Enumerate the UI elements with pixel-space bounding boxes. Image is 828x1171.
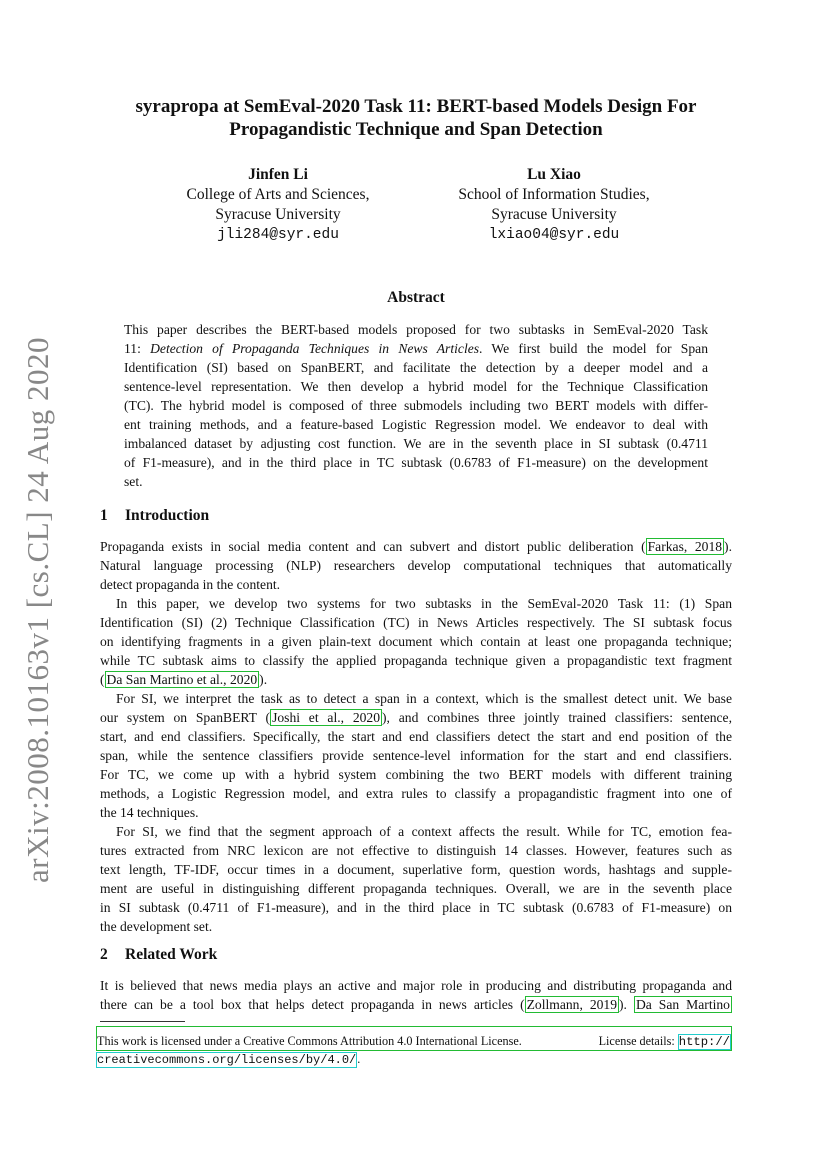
text-line: In this paper, we develop two systems for two subtasks in the SemEval-2020 Task 11: (1) Span [116, 596, 732, 611]
text-line: It is believed that news media plays an active and major role in producing and distributing propaganda and [100, 978, 732, 993]
footnote-line [96, 1026, 732, 1051]
section-title: Introduction [125, 507, 210, 524]
task-title-italic: Detection of Propaganda Techniques in News Articles [150, 341, 480, 356]
text: our system on SpanBERT ( [100, 710, 271, 725]
abstract-text: 11: [124, 341, 151, 356]
citation-link[interactable]: Da San Martino [635, 997, 730, 1012]
text-line: span, while the sentence classifiers provide sentence-level information for the start and end classifiers. [100, 748, 732, 763]
author-1 [128, 165, 428, 245]
title-line-1: syrapropa at SemEval-2020 Task 11: BERT-based Models Design For [135, 96, 697, 117]
text-line: tures extracted from NRC lexicon are not effective to distinguish 14 classes. However, features such as [100, 843, 732, 858]
text-line [100, 708, 732, 727]
text-line: on identifying fragments in a given plain-text document which contain at least one propaganda technique; [100, 634, 732, 649]
license-url-link-continued[interactable]: creativecommons.org/licenses/by/4.0/ [97, 1053, 357, 1067]
text-line: For TC, we come up with a hybrid system combining the two BERT models with different training [100, 767, 732, 782]
text-line: while TC subtask aims to classify the applied propaganda technique given a propagandistic text fragment [100, 653, 732, 668]
text-line: ment are useful in distinguishing different propaganda techniques. Overall, we are in the seventh place [100, 881, 732, 896]
author-affiliation: College of Arts and Sciences, [186, 186, 370, 203]
abstract-line: Identification (SI) based on SpanBERT, and facilitate the detection by a deeper model and a [124, 360, 708, 375]
text-line: the 14 techniques. [100, 805, 199, 820]
author-name: Jinfen Li [248, 166, 308, 183]
abstract-line [124, 339, 708, 358]
text: ( [100, 672, 105, 687]
author-university: Syracuse University [491, 206, 617, 223]
text: ). [619, 997, 634, 1012]
author-2 [404, 165, 704, 245]
text: Propaganda exists in social media content and can subvert and distort public deliberation ( [100, 539, 646, 554]
text-line: For SI, we interpret the task as to detect a span in a context, which is the smallest detect unit. We base [116, 691, 732, 706]
abstract-text: . We first build the model for Span [479, 341, 708, 356]
text: ). [259, 672, 268, 687]
text-line: detect propaganda in the content. [100, 577, 281, 592]
abstract-line: of F1-measure), and in the third place in TC subtask (0.6783 of F1-measure) on the development [124, 455, 708, 470]
section-heading-related-work [100, 946, 217, 964]
text-line [100, 537, 732, 556]
abstract-body [124, 320, 708, 491]
abstract-heading: Abstract [387, 289, 445, 306]
abstract-line: imbalanced dataset by adjusting cost function. We are in the seventh place in SI subtask (0.4711 [124, 436, 708, 451]
section-heading-introduction [100, 507, 209, 525]
license-details-label: License details: [598, 1034, 675, 1048]
text: ). [724, 539, 732, 554]
author-affiliation: School of Information Studies, [458, 186, 650, 203]
arxiv-sidebar [18, 337, 58, 883]
arxiv-identifier: arXiv:2008.10163v1 [cs.CL] 24 Aug 2020 [20, 337, 55, 883]
author-name: Lu Xiao [527, 166, 581, 183]
text: there can be a tool box that helps detect propaganda in news articles ( [100, 997, 525, 1012]
license-details [599, 1033, 731, 1050]
author-university: Syracuse University [215, 206, 341, 223]
citation-link[interactable]: Zollmann, 2019 [526, 997, 618, 1012]
introduction-body [100, 537, 732, 936]
text-line: the development set. [100, 919, 213, 934]
text: ), and combines three jointly trained classifiers: sentence, [382, 710, 732, 725]
citation-link[interactable]: Da San Martino et al., 2020 [106, 672, 258, 687]
section-number: 2 [100, 946, 108, 963]
license-url-link[interactable]: http:// [678, 1035, 730, 1049]
text-line: For SI, we find that the segment approach of a context affects the result. While for TC, emotion fea- [116, 824, 732, 839]
text-line: start, and end classifiers. Specifically, the start and end classifiers detect the start and end position of the [100, 729, 732, 744]
abstract-line: sentence-level representation. We then develop a hybrid model for the Technique Classification [124, 379, 708, 394]
related-work-body [100, 976, 732, 1014]
license-text: This work is licensed under a Creative Commons Attribution 4.0 International License. [97, 1034, 522, 1048]
text-line: Identification (SI) (2) Technique Classification (TC) in News Articles respectively. The SI subtask focus [100, 615, 732, 630]
author-email: lxiao04@syr.edu [488, 227, 620, 243]
text-line [100, 670, 732, 689]
text-line: methods, a Logistic Regression model, and extra rules to classify a propagandistic fragment into one of [100, 786, 732, 801]
abstract-line: set. [124, 474, 143, 489]
citation-link[interactable]: Joshi et al., 2020 [272, 710, 381, 725]
citation-link[interactable]: Farkas, 2018 [647, 539, 723, 554]
text: . [357, 1052, 361, 1066]
author-email: jli284@syr.edu [217, 227, 339, 243]
abstract-line: (TC). The hybrid model is composed of three submodels including two BERT models with differ- [124, 398, 708, 413]
text-line: Natural language processing (NLP) researchers develop computational techniques that automatically [100, 558, 732, 573]
section-title: Related Work [125, 946, 218, 963]
text-line: in SI subtask (0.4711 of F1-measure), and in the third place in TC subtask (0.6783 of F1-measure) on [100, 900, 732, 915]
section-number: 1 [100, 507, 108, 524]
abstract-line: ent training methods, and a feature-based Logistic Regression model. We endeavor to deal with [124, 417, 708, 432]
title-line-2: Propagandistic Technique and Span Detection [229, 119, 603, 140]
license-footnote [96, 1026, 732, 1068]
footnote-divider [100, 1021, 185, 1022]
footnote-line [96, 1051, 732, 1068]
paper-title [100, 95, 732, 141]
text-line: text length, TF-IDF, occur times in a document, superlative form, question words, hashtags and supple- [100, 862, 732, 877]
abstract-line: This paper describes the BERT-based models proposed for two subtasks in SemEval-2020 Task [124, 322, 708, 337]
text-line [100, 995, 732, 1014]
